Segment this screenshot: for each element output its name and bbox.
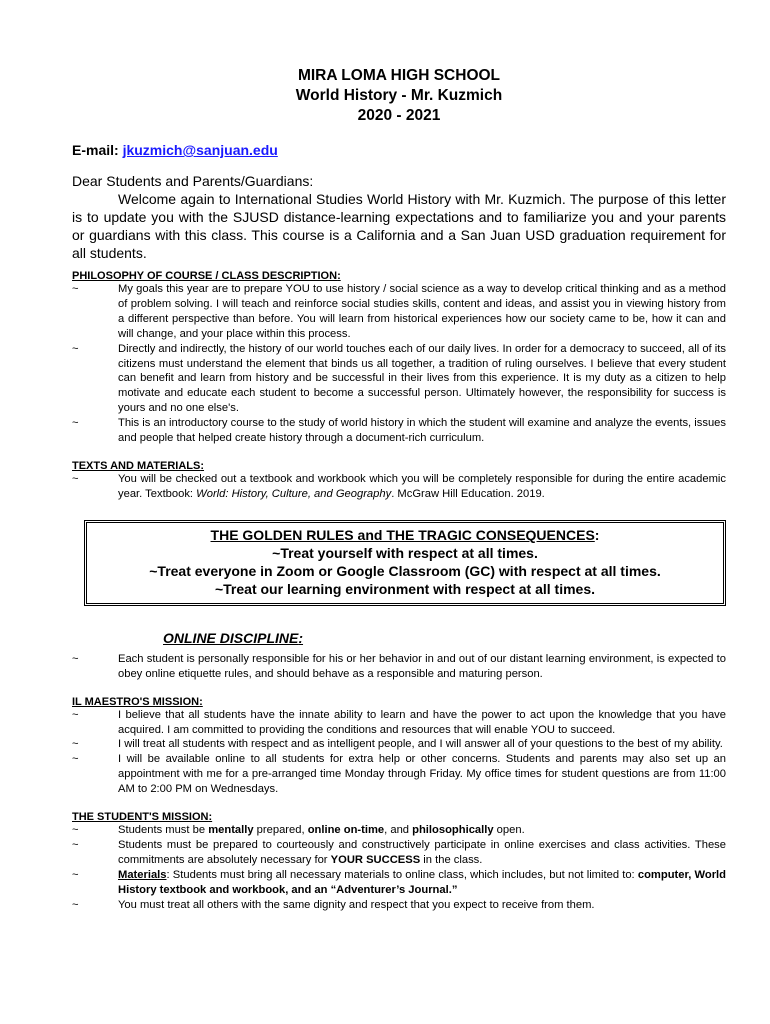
list-item: ~ I will be available online to all students for extra help or other concerns. Students and parents may also set up an appointment with me for a pre-arranged time Monday through Friday. My office times for student questions are from 11:00 AM to 2:00 PM on Wednesdays. [72, 753, 726, 796]
letter-page [72, 66, 726, 912]
rule-line: ~Treat our learning environment with respect at all times. [214, 580, 596, 597]
maestro-heading: IL MAESTRO'S MISSION: [72, 695, 203, 708]
texts-heading: TEXTS AND MATERIALS: [72, 459, 205, 472]
list-item: ~ Students must be prepared to courteously and constructively participate in online exercises and class activities. These commitments are absolutely necessary for YOUR SUCCESS in the class. [72, 838, 726, 866]
golden-rules-box: THE GOLDEN RULES and THE TRAGIC CONSEQUENCES: ~Treat yourself with respect at all times. ~Treat everyone in Zoom or Google Classroom (GC) with respect at all times. ~Treat our learning environment with respect at all times. [84, 520, 726, 606]
list-item: ~ I believe that all students have the innate ability to learn and have the power to act upon the knowledge that you have acquired. I am committed to providing the conditions and resources that will enable YOU to succeed. [72, 708, 726, 736]
online-discipline-heading: ONLINE DISCIPLINE: [163, 629, 304, 646]
salutation: Dear Students and Parents/Guardians: [72, 173, 314, 189]
email-link[interactable]: jkuzmich@sanjuan.edu [122, 142, 278, 158]
student-heading: THE STUDENT'S MISSION: [72, 811, 213, 824]
rule-line: ~Treat everyone in Zoom or Google Classroom (GC) with respect at all times. [149, 562, 661, 579]
list-item: ~ Materials: Students must bring all necessary materials to online class, which includes, but not limited to: computer, World History textbook and workbook, and an “Adventurer’s Journal.” [72, 868, 726, 896]
list-item: ~ Students must be mentally prepared, online on-time, and philosophically open. [72, 824, 525, 837]
rule-line: ~Treat yourself with respect at all times. [272, 544, 538, 561]
list-item: ~ My goals this year are to prepare YOU to use history / social science as a way to develop critical thinking and as a method of problem solving. I will teach and reinforce social studies skills, content and ideas, and assist you in viewing history from a different perspective than before. You will learn from historical experiences how our society came to be, how it can and will change, and your place within this process. [72, 283, 726, 340]
textbook-title: World: History, Culture, and Geography [196, 487, 392, 500]
philosophy-heading: PHILOSOPHY OF COURSE / CLASS DESCRIPTION: [72, 270, 341, 282]
list-item: ~ I will treat all students with respect and as intelligent people, and I will answer all of your questions to the best of my ability. [72, 738, 723, 751]
school-year: 2020 - 2021 [357, 107, 441, 124]
golden-rules-title: THE GOLDEN RULES and THE TRAGIC CONSEQUENCES [210, 526, 595, 543]
email-label: E-mail: [72, 142, 119, 158]
school-name: MIRA LOMA HIGH SCHOOL [297, 67, 501, 84]
list-item: ~ This is an introductory course to the study of world history in which the student will examine and analyze the events, issues and people that helped create history through a document-rich curriculum. [72, 417, 726, 445]
intro-block [72, 172, 726, 262]
list-item: ~ Directly and indirectly, the history of our world touches each of our daily lives. In order for a democracy to succeed, all of its citizens must understand the element that binds us all together, a tradition of ruling ourselves. I believe that every student can benefit and learn from history and be successful in their lives from this experience. It is my duty as a citizen to help motivate and educate each student to become a successful person. Ultimately however, the responsibility for success is yours and no one else's. [72, 342, 726, 415]
list-item: ~ Each student is personally responsible for his or her behavior in and out of our distant learning environment, is expected to obey online etiquette rules, and should behave as a responsible and maturing person. [72, 652, 726, 680]
course-title: World History - Mr. Kuzmich [295, 87, 503, 104]
intro-paragraph: Welcome again to International Studies World History with Mr. Kuzmich. The purpose of this letter is to update you with the SJUSD distance-learning expectations and to familiarize you and your parents or guardians with this class. This course is a California and a San Juan USD graduation requirement for all students. [72, 191, 726, 261]
list-item: ~ You must treat all others with the same dignity and respect that you expect to receive from them. [72, 898, 595, 911]
email-line [72, 142, 726, 158]
list-item: ~ You will be checked out a textbook and workbook which you will be completely responsible for during the entire academic year. Textbook: World: History, Culture, and Geography. McGraw Hill Education. 2019. [72, 472, 726, 500]
